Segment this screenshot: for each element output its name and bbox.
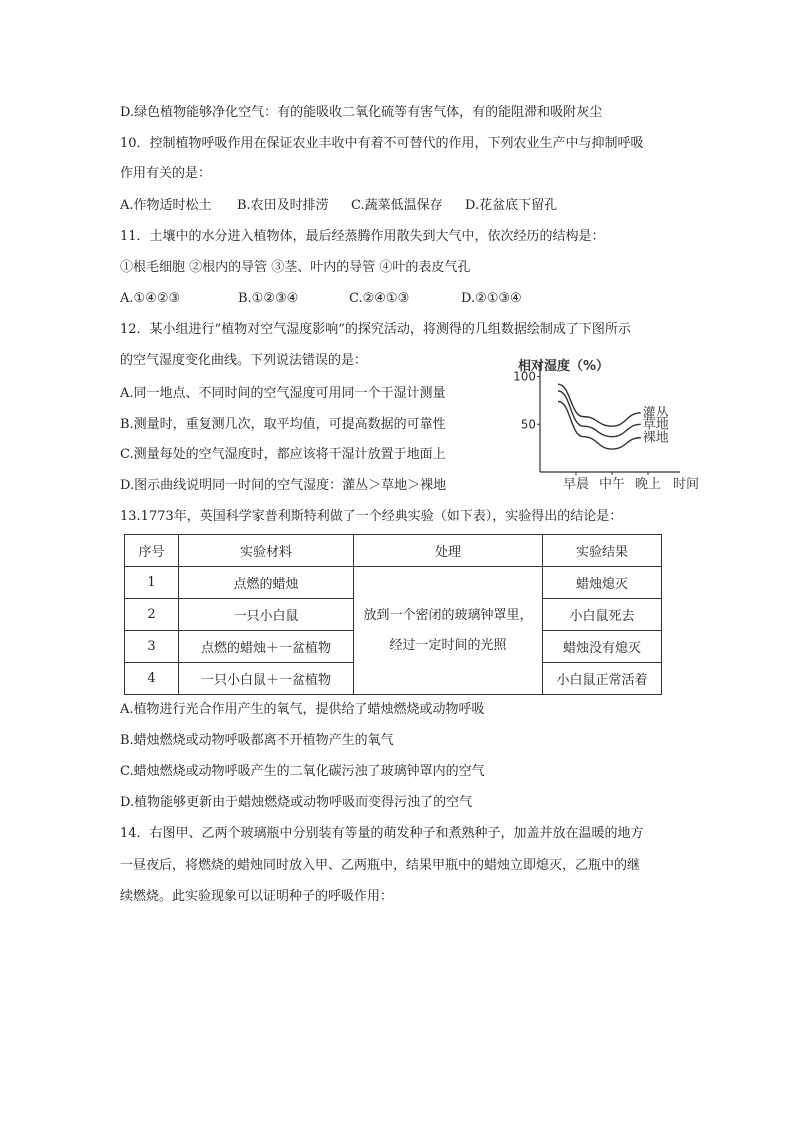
q11-option-d: D.②①③④ bbox=[461, 291, 522, 306]
y-tick-label: 100 bbox=[513, 369, 536, 384]
q11-stem: 11．土壤中的水分进入植物体，最后经蒸腾作用散失到大气中，依次经历的结构是： bbox=[120, 229, 605, 244]
q12-option-d: D.图示曲线说明同一时间的空气湿度：灌丛＞草地＞裸地 bbox=[120, 478, 447, 493]
q13-option-b: B.蜡烛燃烧或动物呼吸都离不开植物产生的氧气 bbox=[120, 733, 394, 748]
q9-option-d: D.绿色植物能够净化空气：有的能吸收二氧化硫等有害气体，有的能阻滞和吸附灰尘 bbox=[120, 105, 603, 120]
row-result: 小白鼠正常活着 bbox=[543, 663, 662, 695]
y-tick-label: 50 bbox=[520, 417, 536, 432]
q12-option-b: B.测量时，重复测几次，取平均值，可提高数据的可靠性 bbox=[120, 417, 446, 432]
humidity-chart bbox=[510, 350, 700, 495]
x-axis-label: 时间 bbox=[672, 477, 700, 492]
x-tick-label: 晚上 bbox=[634, 477, 662, 492]
y-axis-label: 相对湿度（%） bbox=[518, 359, 610, 374]
treatment-cell bbox=[354, 567, 543, 695]
q12-stem-line1: 12．某小组进行“植物对空气湿度影响”的探究活动，将测得的几组数据绘制成了下图所示 bbox=[120, 322, 631, 337]
q14-stem-line3: 续燃烧。此实验现象可以证明种子的呼吸作用： bbox=[120, 889, 394, 904]
row-material: 点燃的蜡烛 bbox=[179, 567, 354, 599]
q12-option-a: A.同一地点、不同时间的空气湿度可用同一个干湿计测量 bbox=[120, 386, 446, 401]
x-tick-label: 中午 bbox=[598, 477, 626, 492]
q14-stem-line1: 14．右图甲、乙两个玻璃瓶中分别装有等量的萌发种子和煮熟种子，加盖并放在温暖的地方 bbox=[120, 826, 644, 841]
row-result: 蜡烛熄灭 bbox=[543, 567, 662, 599]
table-row bbox=[125, 567, 662, 599]
q10-stem-line1: 10．控制植物呼吸作用在保证农业丰收中有着不可替代的作用，下列农业生产中与抑制呼吸 bbox=[120, 136, 644, 151]
row-result: 蜡烛没有熄灭 bbox=[543, 631, 662, 663]
q11-option-b: B.①②③④ bbox=[238, 291, 299, 306]
row-material: 点燃的蜡烛＋一盆植物 bbox=[179, 631, 354, 663]
row-number: 3 bbox=[125, 631, 179, 663]
experiment-table bbox=[124, 534, 662, 695]
series-label-2: 草地 bbox=[642, 417, 669, 433]
header-number: 序号 bbox=[125, 535, 179, 567]
row-material: 一只小白鼠 bbox=[179, 599, 354, 631]
q12-option-c: C.测量每处的空气湿度时，都应该将干湿计放置于地面上 bbox=[120, 447, 446, 462]
row-number: 4 bbox=[125, 663, 179, 695]
row-number: 1 bbox=[125, 567, 179, 599]
header-treatment: 处理 bbox=[354, 535, 543, 567]
q10-option-a: A.作物适时松土 bbox=[120, 198, 212, 213]
q11-option-c: C.②④①③ bbox=[349, 291, 410, 306]
q10-option-d: D.花盆底下留孔 bbox=[465, 198, 558, 213]
header-result: 实验结果 bbox=[543, 535, 662, 567]
q13-stem: 13.1773年，英国科学家普利斯特利做了一个经典实验（如下表），实验得出的结论是： bbox=[120, 509, 623, 524]
q11-option-a: A.①④②③ bbox=[120, 291, 181, 306]
q13-option-d: D.植物能够更新由于蜡烛燃烧或动物呼吸而变得污浊了的空气 bbox=[120, 795, 473, 810]
table-header-row bbox=[125, 535, 662, 567]
q10-options bbox=[120, 197, 557, 215]
q11-options bbox=[120, 290, 522, 308]
q11-structures: ①根毛细胞 ②根内的导管 ③茎、叶内的导管 ④叶的表皮气孔 bbox=[120, 260, 471, 275]
row-material: 一只小白鼠＋一盆植物 bbox=[179, 663, 354, 695]
x-tick-label: 早晨 bbox=[562, 477, 590, 492]
row-result: 小白鼠死去 bbox=[543, 599, 662, 631]
series-label-3: 裸地 bbox=[642, 430, 669, 446]
q10-stem-line2: 作用有关的是： bbox=[120, 166, 212, 181]
header-material: 实验材料 bbox=[179, 535, 354, 567]
treatment-line2: 经过一定时间的光照 bbox=[389, 637, 507, 653]
series-line-2 bbox=[558, 391, 641, 437]
q14-stem-line2: 一昼夜后，将燃烧的蜡烛同时放入甲、乙两瓶中，结果甲瓶中的蜡烛立即熄灭，乙瓶中的继 bbox=[120, 858, 641, 873]
row-number: 2 bbox=[125, 599, 179, 631]
treatment-line1: 放到一个密闭的玻璃钟罩里， bbox=[363, 607, 533, 623]
q13-option-c: C.蜡烛燃烧或动物呼吸产生的二氧化碳污浊了玻璃钟罩内的空气 bbox=[120, 764, 485, 779]
q10-option-b: B.农田及时排涝 bbox=[237, 198, 329, 213]
series-label-1: 灌丛 bbox=[642, 405, 669, 421]
q13-option-a: A.植物进行光合作用产生的氧气，提供给了蜡烛燃烧或动物呼吸 bbox=[120, 702, 485, 717]
q10-option-c: C.蔬菜低温保存 bbox=[351, 198, 443, 213]
q12-stem-line2: 的空气湿度变化曲线。下列说法错误的是： bbox=[120, 353, 368, 368]
